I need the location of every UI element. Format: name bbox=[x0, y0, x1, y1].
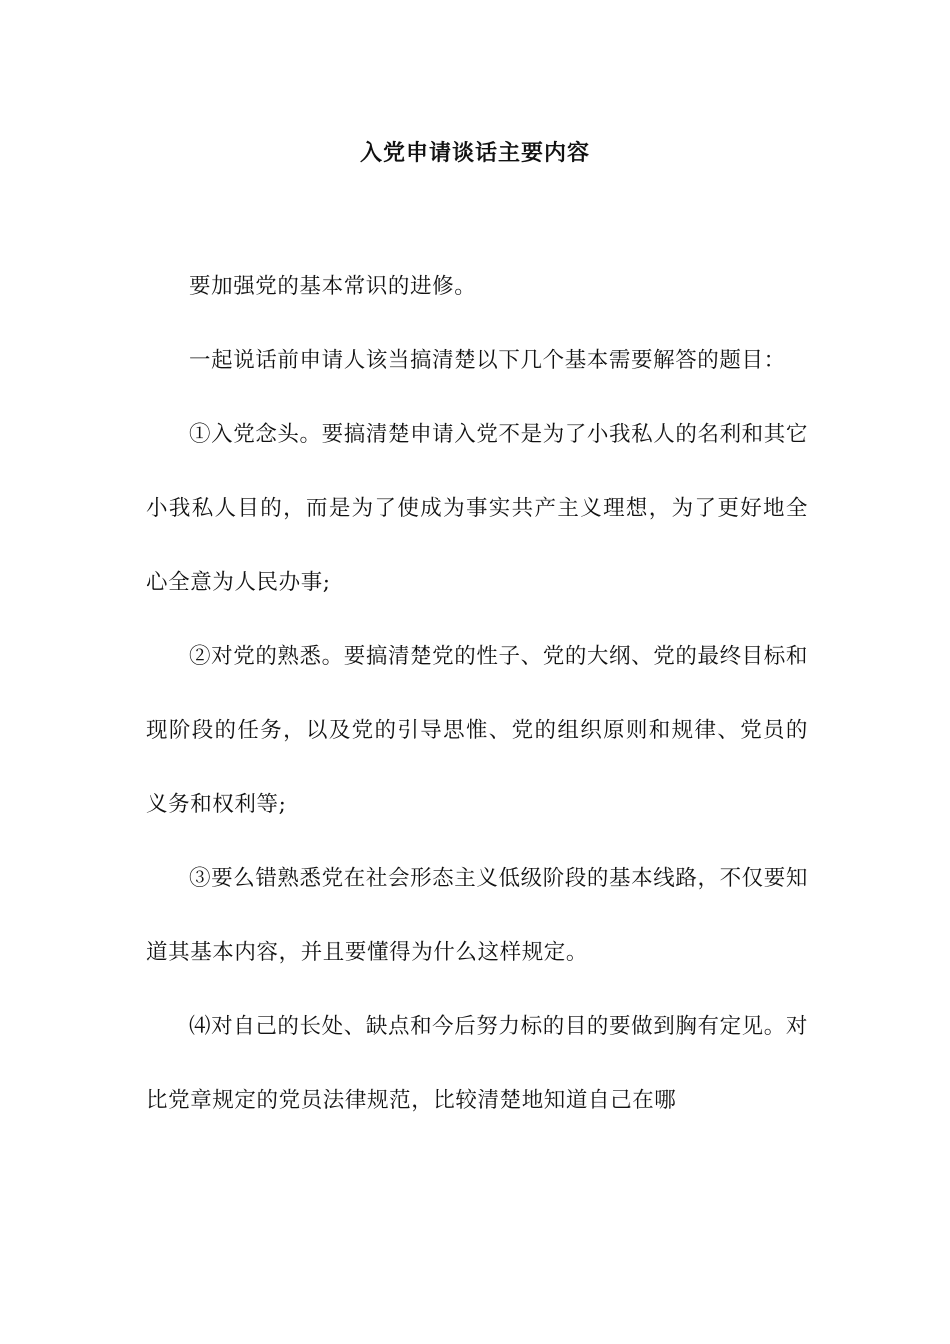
paragraph-item-1: ①入党念头。要搞清楚申请入党不是为了小我私人的名利和其它小我私人目的，而是为了使成为事实共产主义理想，为了更好地全心全意为人民办事; bbox=[146, 422, 808, 595]
paragraph-item-3: ③要么错熟悉党在社会形态主义低级阶段的基本线路，不仅要知道其基本内容，并且要懂得为什么这样规定。 bbox=[146, 866, 808, 965]
document-body bbox=[146, 250, 808, 1138]
paragraph-item-2: ②对党的熟悉。要搞清楚党的性子、党的大纲、党的最终目标和现阶段的任务，以及党的引导思惟、党的组织原则和规律、党员的义务和权利等; bbox=[146, 644, 808, 817]
document-title: 入党申请谈话主要内容 bbox=[359, 140, 590, 166]
paragraph-questions-lead: 一起说话前申请人该当搞清楚以下几个基本需要解答的题目： bbox=[189, 348, 786, 373]
paragraph-item-4: ⑷对自己的长处、缺点和今后努力标的目的要做到胸有定见。对比党章规定的党员法律规范，比较清楚地知道自己在哪 bbox=[146, 1014, 808, 1113]
paragraph-intro: 要加强党的基本常识的进修。 bbox=[189, 274, 477, 299]
